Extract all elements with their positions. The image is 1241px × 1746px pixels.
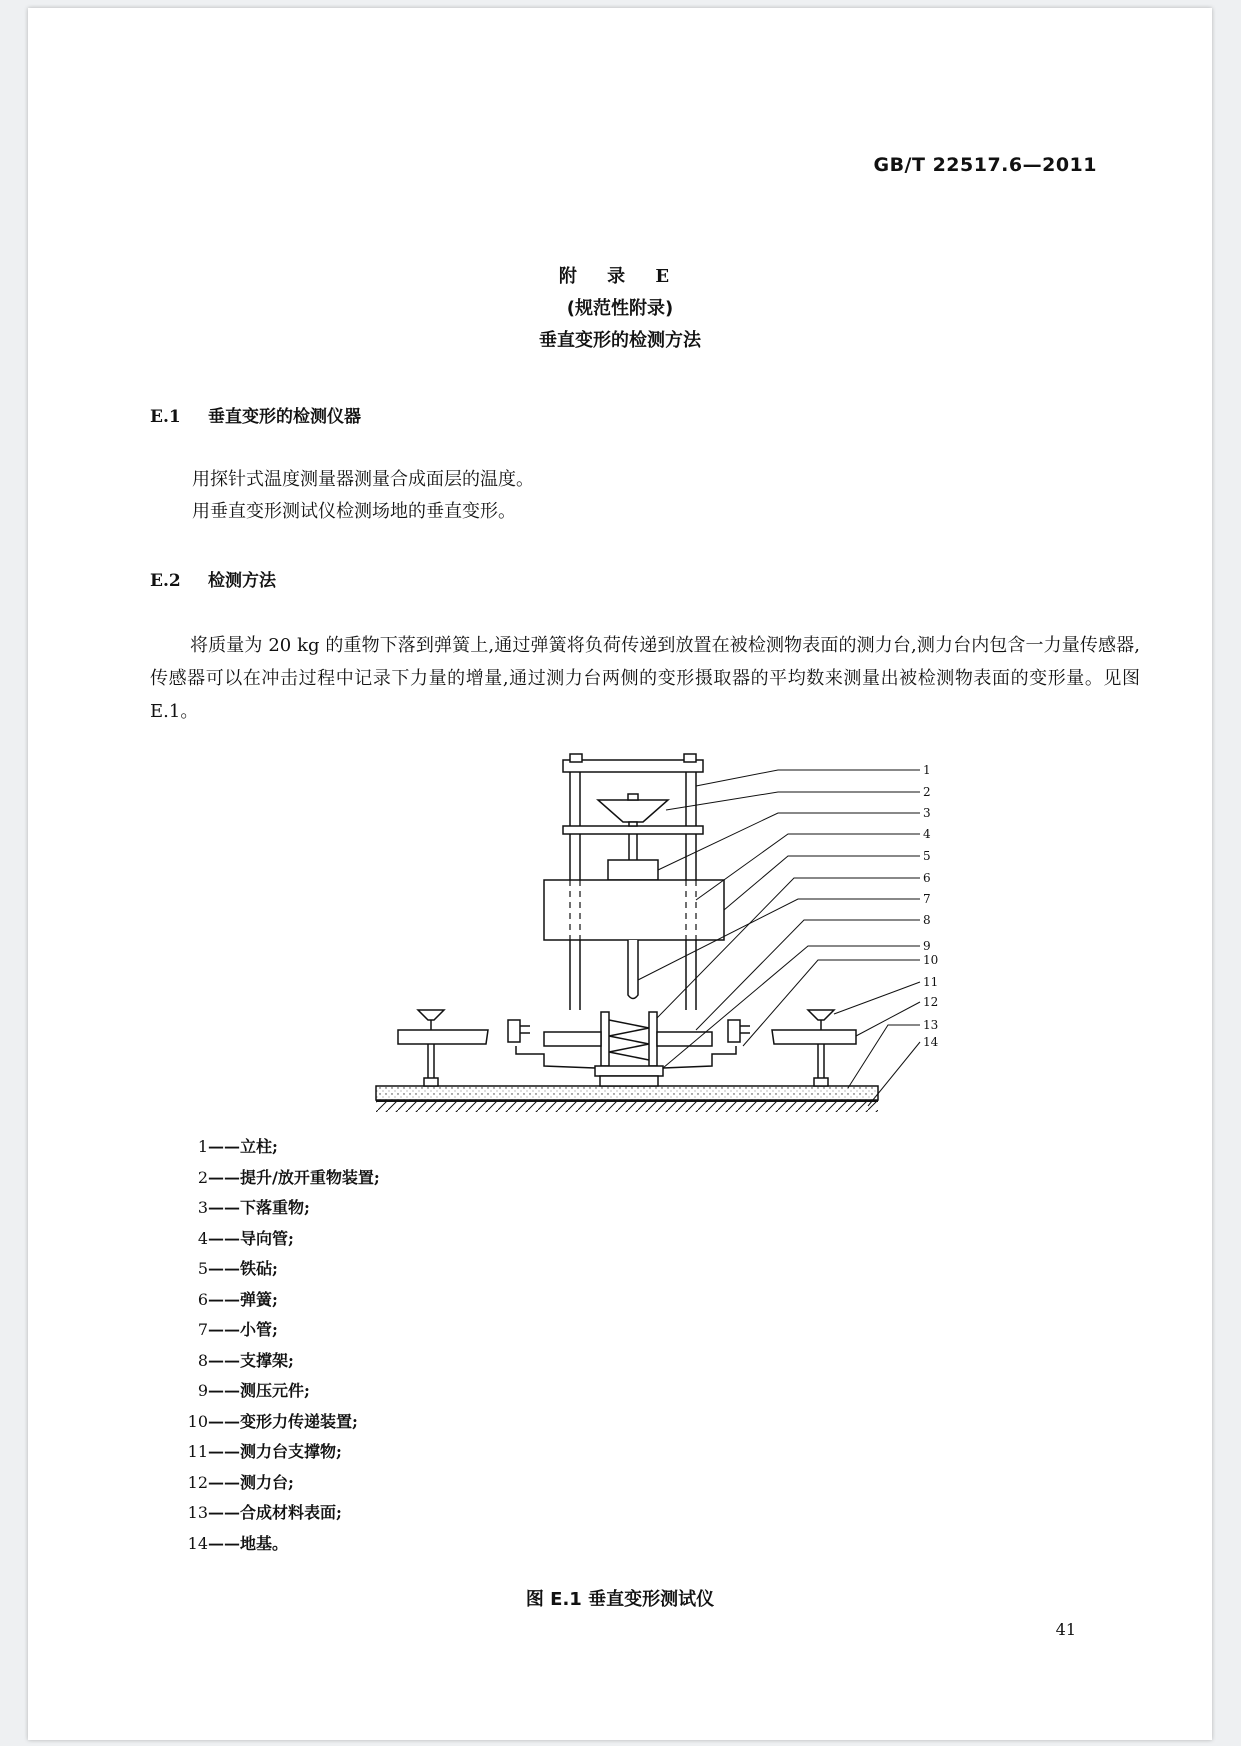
legend-item: 12——测力台;: [187, 1472, 294, 1492]
section-title: 垂直变形的检测仪器: [208, 407, 361, 427]
callout-11: 11: [923, 975, 939, 989]
callout-14: 14: [923, 1035, 939, 1049]
appendix-heading: 垂直变形的检测方法: [539, 330, 701, 351]
paragraph: 将质量为 20 kg 的重物下落到弹簧上,通过弹簧将负荷传递到放置在被检测物表面的测力台,测力台内包含一力量传感器,传感器可以在冲击过程中记录下力量的增量,通过测力台两侧的变形摄取器的平均数来测量出被检测物表面的变形量。见图 E.1。: [150, 635, 1140, 722]
legend-item: 6——弹簧;: [197, 1289, 278, 1309]
section-number: E.1: [150, 407, 181, 427]
legend-item: 1——立柱;: [197, 1137, 278, 1156]
callout-5: 5: [923, 849, 931, 863]
callout-labels: [923, 763, 939, 1049]
legend-item: 9——测压元件;: [197, 1381, 310, 1400]
callout-8: 8: [923, 913, 931, 927]
paragraph: 用探针式温度测量器测量合成面层的温度。: [192, 469, 534, 490]
legend-item: 11——测力台支撑物;: [187, 1442, 342, 1461]
callout-12: 12: [923, 995, 939, 1009]
figure-caption: 图 E.1 垂直变形测试仪: [525, 1589, 715, 1610]
callout-9: 9: [923, 939, 931, 953]
callout-10: 10: [923, 953, 939, 967]
legend-item: 3——下落重物;: [197, 1198, 310, 1217]
surface-layer: [376, 1086, 878, 1100]
callout-1: 1: [923, 763, 931, 777]
foundation: [376, 1102, 878, 1112]
legend-item: 4——导向管;: [197, 1228, 294, 1248]
section-title: 检测方法: [208, 571, 276, 591]
callout-13: 13: [923, 1018, 939, 1032]
callout-6: 6: [923, 871, 931, 885]
section-number: E.2: [150, 571, 181, 591]
section-heading-e1: [150, 402, 361, 427]
vertical-deformation-tester-diagram: [348, 750, 948, 1120]
legend-item: 14——地基。: [187, 1533, 289, 1553]
legend-item: 13——合成材料表面;: [187, 1503, 342, 1522]
section-heading-e2: [150, 566, 276, 591]
legend-item: 5——铁砧;: [197, 1259, 278, 1278]
appendix-title: 附 录 E: [558, 266, 682, 287]
legend-item: 8——支撑架;: [197, 1350, 294, 1370]
callout-4: 4: [923, 827, 931, 841]
figure-legend: [186, 1132, 380, 1559]
standard-code: GB/T 22517.6—2011: [873, 154, 1097, 176]
legend-item: 7——小管;: [197, 1320, 278, 1339]
callout-2: 2: [923, 785, 931, 799]
appendix-subtitle: (规范性附录): [566, 298, 674, 319]
legend-item: 10——变形力传递装置;: [187, 1411, 358, 1431]
paragraph: 用垂直变形测试仪检测场地的垂直变形。: [192, 501, 516, 522]
callout-3: 3: [923, 806, 931, 820]
legend-item: 2——提升/放开重物装置;: [197, 1167, 380, 1187]
callout-7: 7: [923, 892, 931, 906]
document-page: [28, 8, 1212, 1740]
page-number: 41: [1055, 1620, 1076, 1639]
